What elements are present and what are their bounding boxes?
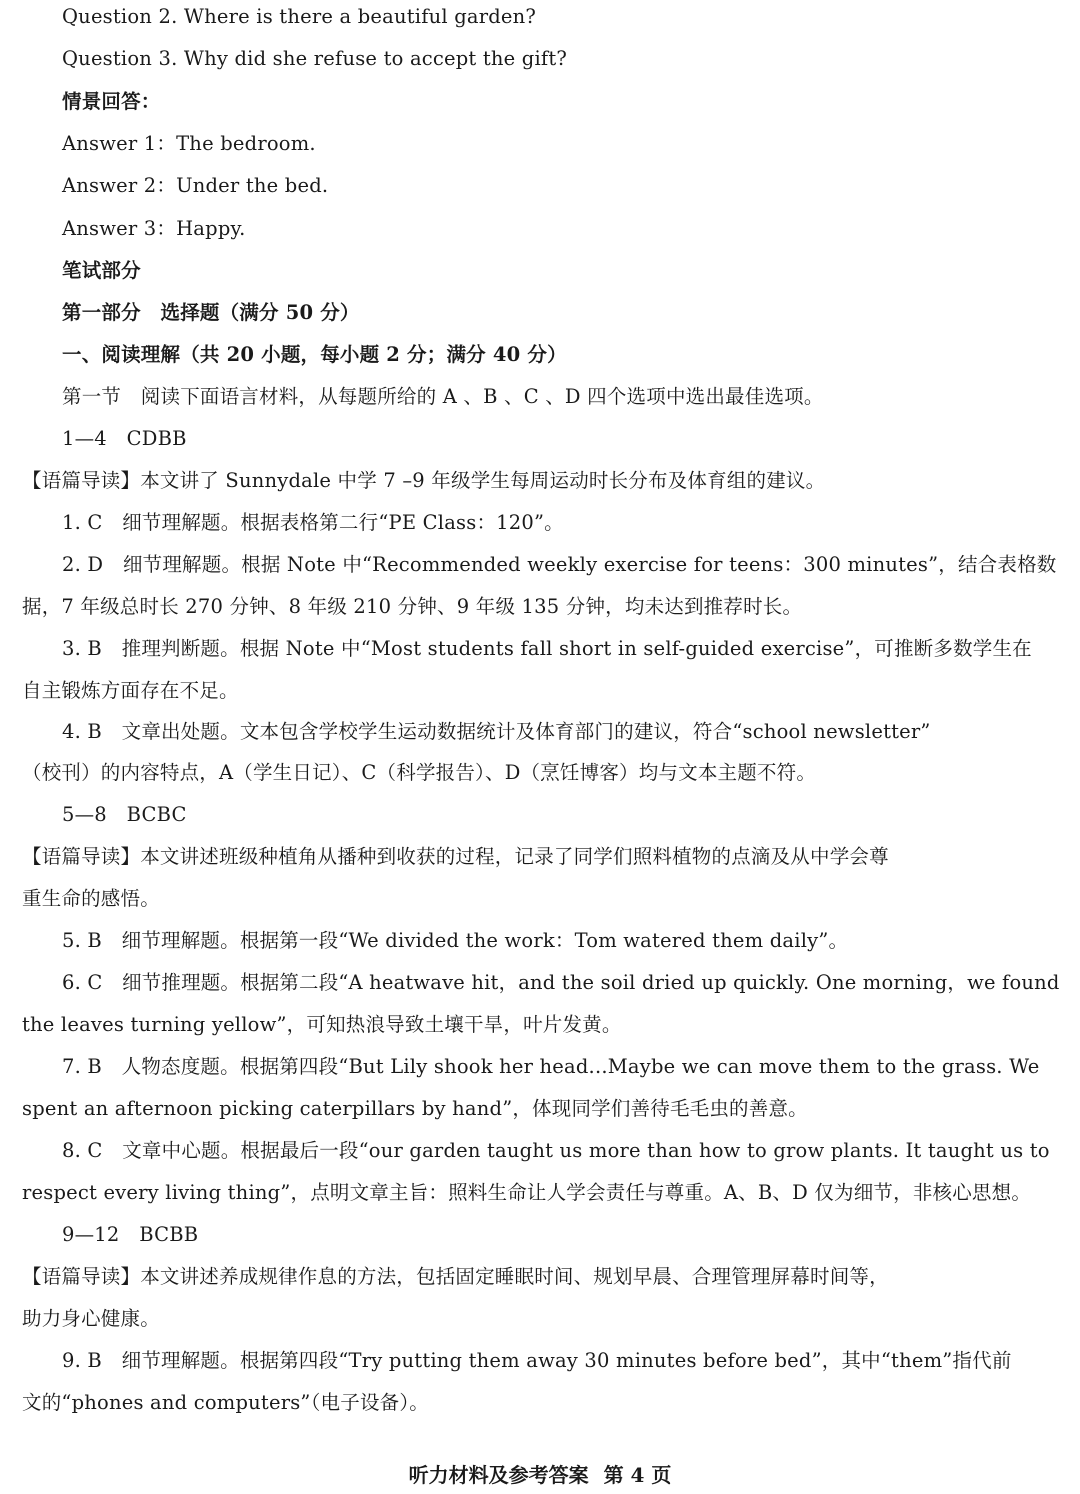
explanation-6-line-1: 6. C 细节推理题。根据第二段“A heatwave hit，and the soil dried up quickly. One morning，we found [62,971,1060,994]
answer-1: Answer 1：The bedroom. [62,132,316,155]
answer-key-9-12: 9—12 BCBB [62,1223,199,1246]
question-2: Question 2. Where is there a beautiful garden? [62,5,537,28]
explanation-2-line-1: 2. D 细节理解题。根据 Note 中“Recommended weekly exercise for teens：300 minutes”，结合表格数 [62,553,1057,576]
passage-guide-c-line-2: 助力身心健康。 [22,1307,160,1330]
passage-guide-b-line-1: 【语篇导读】本文讲述班级种植角从播种到收获的过程，记录了同学们照料植物的点滴及从中学会尊 [22,845,889,868]
explanation-9-line-2: 文的“phones and computers”（电子设备）。 [22,1391,429,1414]
explanation-8-line-1: 8. C 文章中心题。根据最后一段“our garden taught us more than how to grow plants. It taught us to [62,1139,1050,1162]
explanation-1: 1. C 细节理解题。根据表格第二行“PE Class：120”。 [62,511,564,534]
page-number: 第 4 页 [603,1463,672,1487]
explanation-7-line-2: spent an afternoon picking caterpillars by hand”，体现同学们善待毛毛虫的善意。 [22,1097,808,1120]
question-3: Question 3. Why did she refuse to accept the gift? [62,47,568,70]
part-one-heading: 第一部分 选择题（满分 50 分） [62,301,360,324]
explanation-4-line-2: （校刊）的内容特点，A（学生日记）、C（科学报告）、D（烹饪博客）均与文本主题不符。 [22,761,817,784]
answer-2: Answer 2：Under the bed. [62,174,329,197]
passage-guide-a: 【语篇导读】本文讲了 Sunnydale 中学 7 –9 年级学生每周运动时长分布及体育组的建议。 [22,469,826,492]
explanation-6-line-2: the leaves turning yellow”，可知热浪导致土壤干旱，叶片发黄。 [22,1013,622,1036]
reading-comprehension-heading: 一、阅读理解（共 20 小题，每小题 2 分；满分 40 分） [62,343,567,366]
passage-guide-b-line-2: 重生命的感悟。 [22,887,160,910]
explanation-8-line-2: respect every living thing”，点明文章主旨：照料生命让人学会责任与尊重。A、B、D 仅为细节，非核心思想。 [22,1181,1032,1204]
page-footer [0,1462,1080,1488]
explanation-3-line-1: 3. B 推理判断题。根据 Note 中“Most students fall short in self-guided exercise”，可推断多数学生在 [62,637,1032,660]
explanation-7-line-1: 7. B 人物态度题。根据第四段“But Lily shook her head...Maybe we can move them to the grass. We [62,1055,1040,1078]
written-section-heading: 笔试部分 [62,259,141,282]
explanation-9-line-1: 9. B 细节理解题。根据第四段“Try putting them away 30 minutes before bed”，其中“them”指代前 [62,1349,1012,1372]
answer-key-1-4: 1—4 CDBB [62,427,187,450]
section-one-instructions: 第一节 阅读下面语言材料，从每题所给的 A 、B 、C 、D 四个选项中选出最佳选项。 [62,385,824,408]
explanation-4-line-1: 4. B 文章出处题。文本包含学校学生运动数据统计及体育部门的建议，符合“school newsletter” [62,720,931,743]
answer-key-5-8: 5—8 BCBC [62,803,187,826]
explanation-3-line-2: 自主锻炼方面存在不足。 [22,679,239,702]
explanation-5: 5. B 细节理解题。根据第一段“We divided the work：Tom watered them daily”。 [62,929,849,952]
situation-answer-heading: 情景回答： [62,90,161,113]
passage-guide-c-line-1: 【语篇导读】本文讲述养成规律作息的方法，包括固定睡眠时间、规划早晨、合理管理屏幕时间等， [22,1265,889,1288]
footer-title: 听力材料及参考答案 [408,1463,589,1487]
answer-3: Answer 3：Happy. [62,217,246,240]
explanation-2-line-2: 据，7 年级总时长 270 分钟、8 年级 210 分钟、9 年级 135 分钟，均未达到推荐时长。 [22,595,803,618]
